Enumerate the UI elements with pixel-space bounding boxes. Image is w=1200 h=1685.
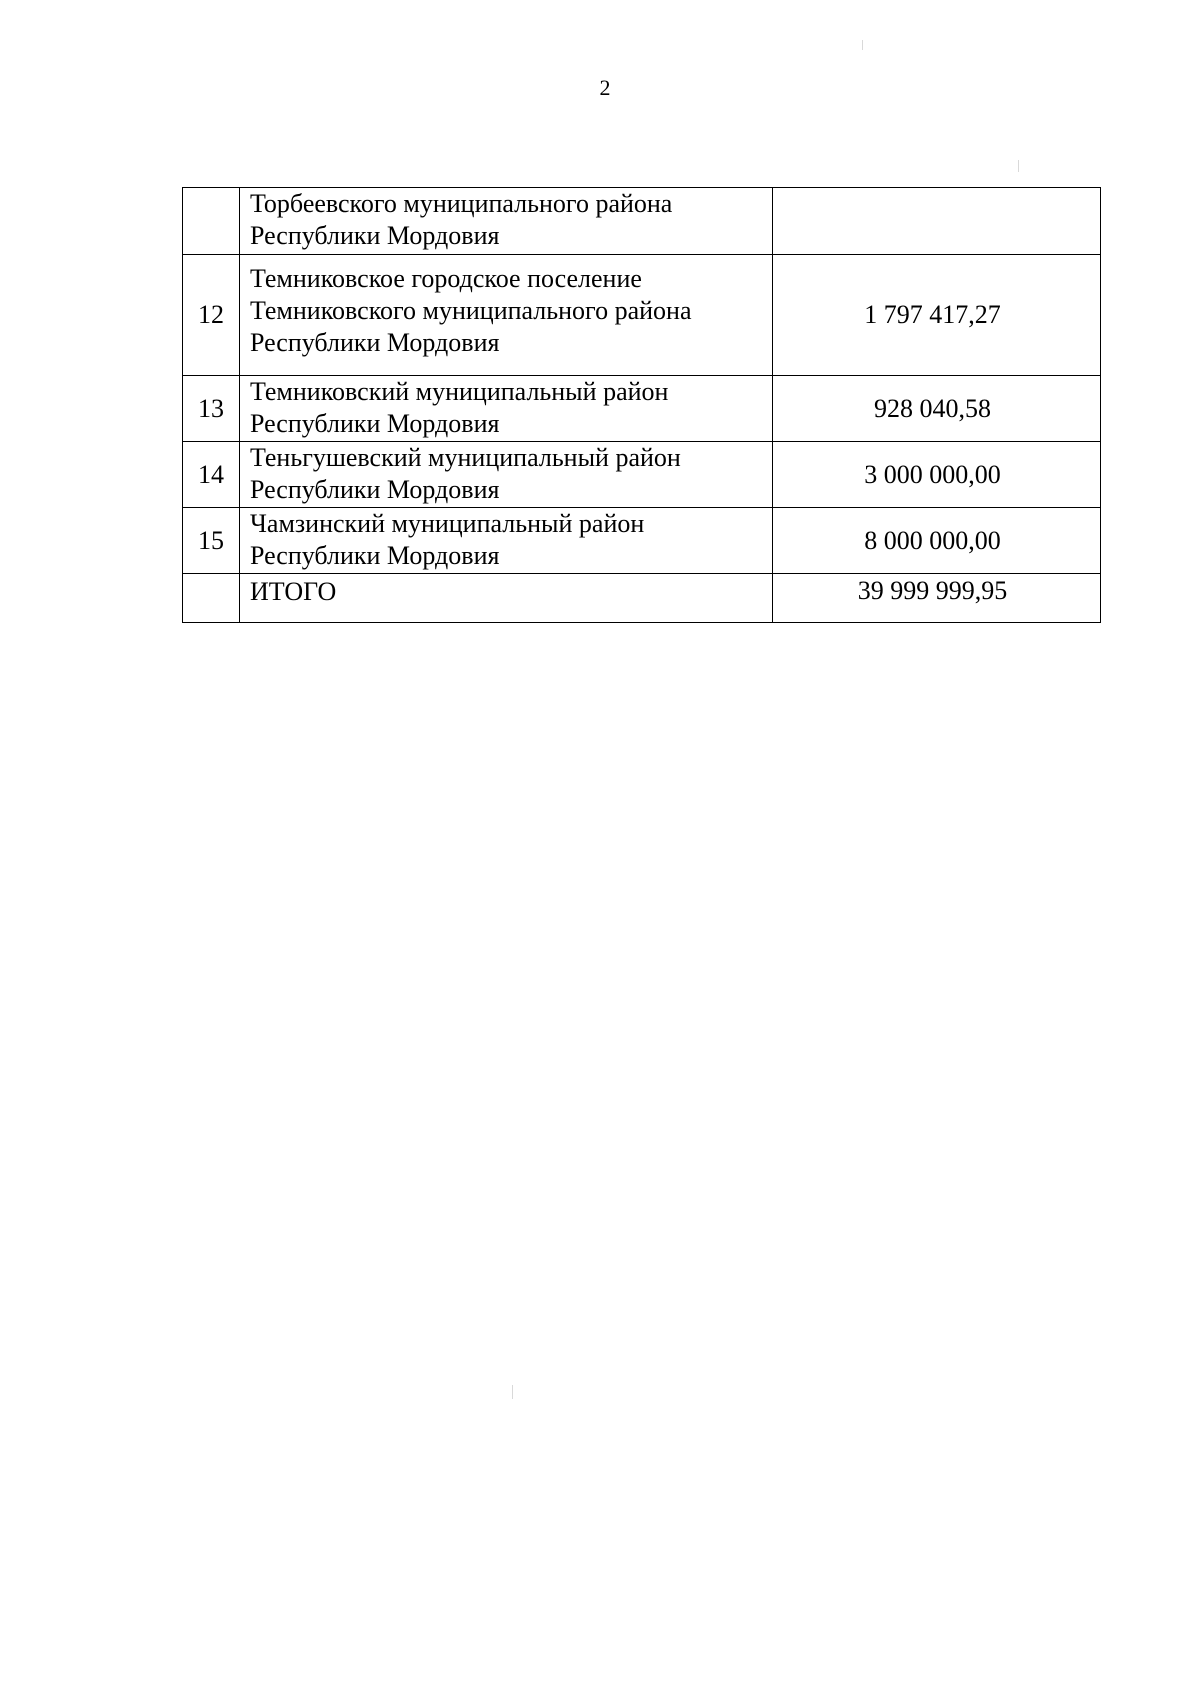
amount: 8 000 000,00	[773, 508, 1101, 574]
amount: 1 797 417,27	[773, 255, 1101, 376]
total-amount: 39 999 999,95	[773, 574, 1101, 623]
table-row	[183, 442, 1101, 508]
municipality-name: Чамзинский муниципальный район Республики Мордовия	[240, 508, 773, 574]
municipality-name: Теньгушевский муниципальный район Республики Мордовия	[240, 442, 773, 508]
scan-artifact	[512, 1385, 513, 1399]
amount: 3 000 000,00	[773, 442, 1101, 508]
page-number: 2	[599, 75, 611, 100]
table-row	[183, 188, 1101, 255]
municipality-name: Темниковское городское поселение Темниковского муниципального района Республики Мордовия	[240, 255, 773, 376]
table-row	[183, 508, 1101, 574]
amount: 928 040,58	[773, 376, 1101, 442]
amount	[773, 188, 1101, 255]
row-number: 15	[183, 508, 240, 574]
total-label: ИТОГО	[240, 574, 773, 623]
table-row	[183, 376, 1101, 442]
scan-artifact	[862, 40, 863, 50]
row-number: 13	[183, 376, 240, 442]
scan-artifact	[1018, 160, 1019, 172]
row-number	[183, 574, 240, 623]
municipality-name: Торбеевского муниципального района Республики Мордовия	[240, 188, 773, 255]
allocation-table	[182, 187, 1101, 623]
municipality-name: Темниковский муниципальный район Республики Мордовия	[240, 376, 773, 442]
row-number: 12	[183, 255, 240, 376]
total-row	[183, 574, 1101, 623]
row-number: 14	[183, 442, 240, 508]
table-row	[183, 255, 1101, 376]
row-number	[183, 188, 240, 255]
